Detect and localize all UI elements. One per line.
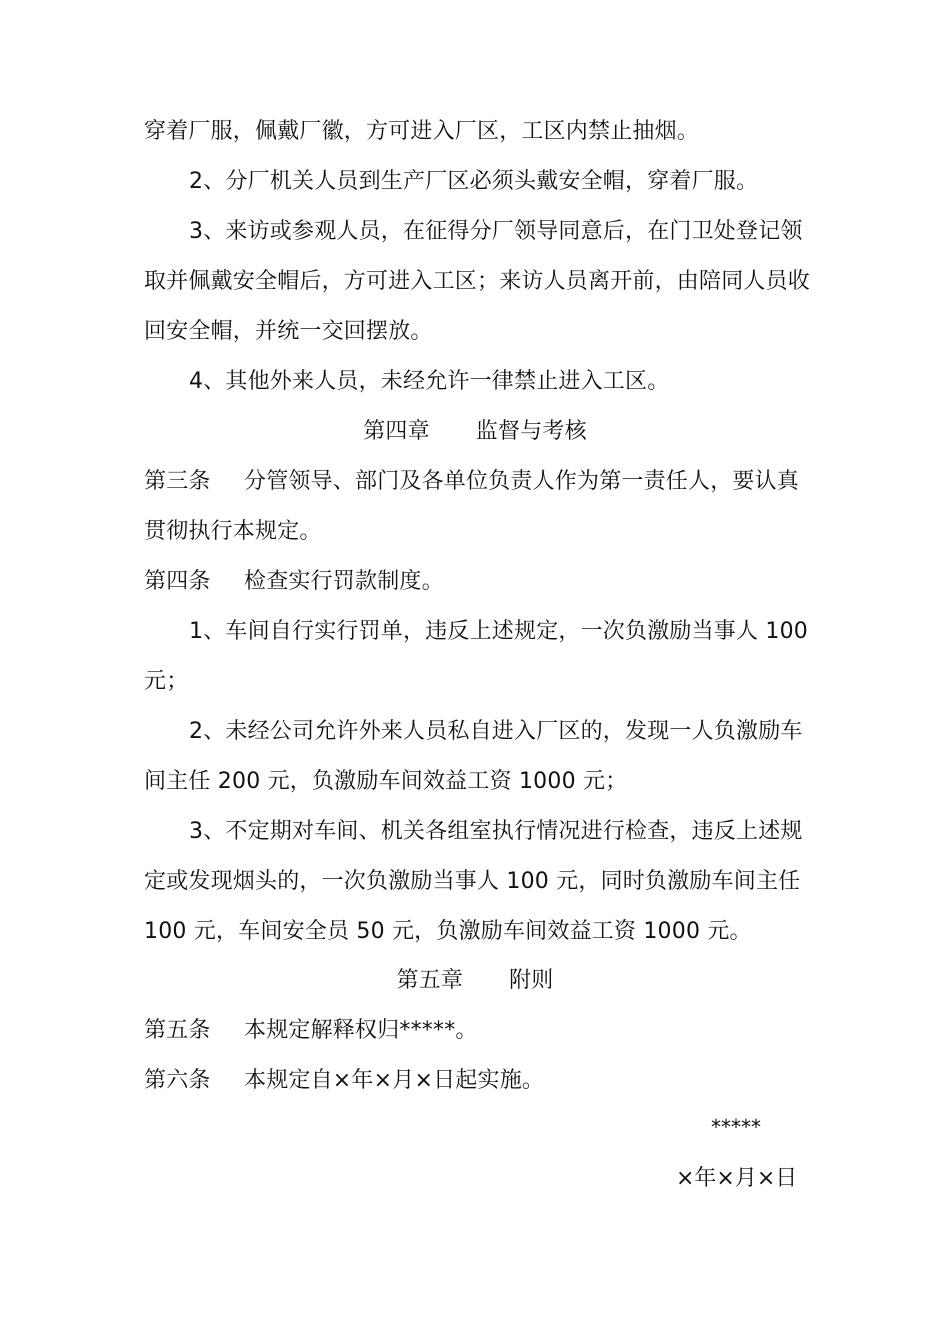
- paragraph-line: 回安全帽，并统一交回摆放。: [144, 319, 433, 344]
- article-line: [144, 1066, 544, 1096]
- article-line: [144, 567, 444, 597]
- article-text: 本规定解释权归*****。: [244, 1018, 478, 1043]
- list-item-line: 3、不定期对车间、机关各组室执行情况进行检查，违反上述规: [189, 819, 803, 844]
- list-item-line: 定或发现烟头的，一次负激励当事人 100 元，同时负激励车间主任: [144, 869, 801, 894]
- list-item-line: 1、车间自行实行罚单，违反上述规定，一次负激励当事人 100: [189, 619, 808, 644]
- list-item-line: 100 元，车间安全员 50 元，负激励车间效益工资 1000 元。: [144, 919, 752, 944]
- article-line: [144, 1016, 478, 1046]
- article-number: 第五条: [144, 1018, 211, 1043]
- article-text: 本规定自×年×月×日起实施。: [244, 1068, 545, 1093]
- paragraph-line: 穿着厂服，佩戴厂徽，方可进入厂区，工区内禁止抽烟。: [144, 119, 700, 144]
- chapter-title: 附则: [509, 968, 554, 993]
- chapter-heading: [0, 417, 950, 447]
- signature-date: ×年×月×日: [676, 1166, 798, 1191]
- list-item-line: 2、未经公司允许外来人员私自进入厂区的，发现一人负激励车: [189, 719, 803, 744]
- list-item-line: 元；: [144, 669, 189, 694]
- paragraph-line: 取并佩戴安全帽后，方可进入工区；来访人员离开前，由陪同人员收: [144, 269, 811, 294]
- article-number: 第六条: [144, 1068, 211, 1093]
- article-line: [144, 467, 799, 497]
- signature-org: *****: [711, 1115, 761, 1139]
- chapter-number: 第四章: [363, 419, 430, 444]
- article-text: 检查实行罚款制度。: [244, 569, 444, 594]
- list-item-line: 间主任 200 元，负激励车间效益工资 1000 元；: [144, 769, 628, 794]
- chapter-number: 第五章: [396, 968, 464, 993]
- paragraph-line: 2、分厂机关人员到生产厂区必须头戴安全帽，穿着厂服。: [189, 169, 759, 194]
- paragraph-line: 3、来访或参观人员，在征得分厂领导同意后，在门卫处登记领: [189, 219, 803, 244]
- paragraph-line: 4、其他外来人员，未经允许一律禁止进入工区。: [189, 369, 670, 394]
- chapter-title: 监督与考核: [475, 419, 587, 444]
- article-number: 第四条: [144, 569, 211, 594]
- article-number: 第三条: [144, 469, 211, 494]
- paragraph-line: 贯彻执行本规定。: [144, 519, 322, 544]
- chapter-heading: [0, 966, 950, 996]
- article-text: 分管领导、部门及各单位负责人作为第一责任人，要认真: [244, 469, 800, 494]
